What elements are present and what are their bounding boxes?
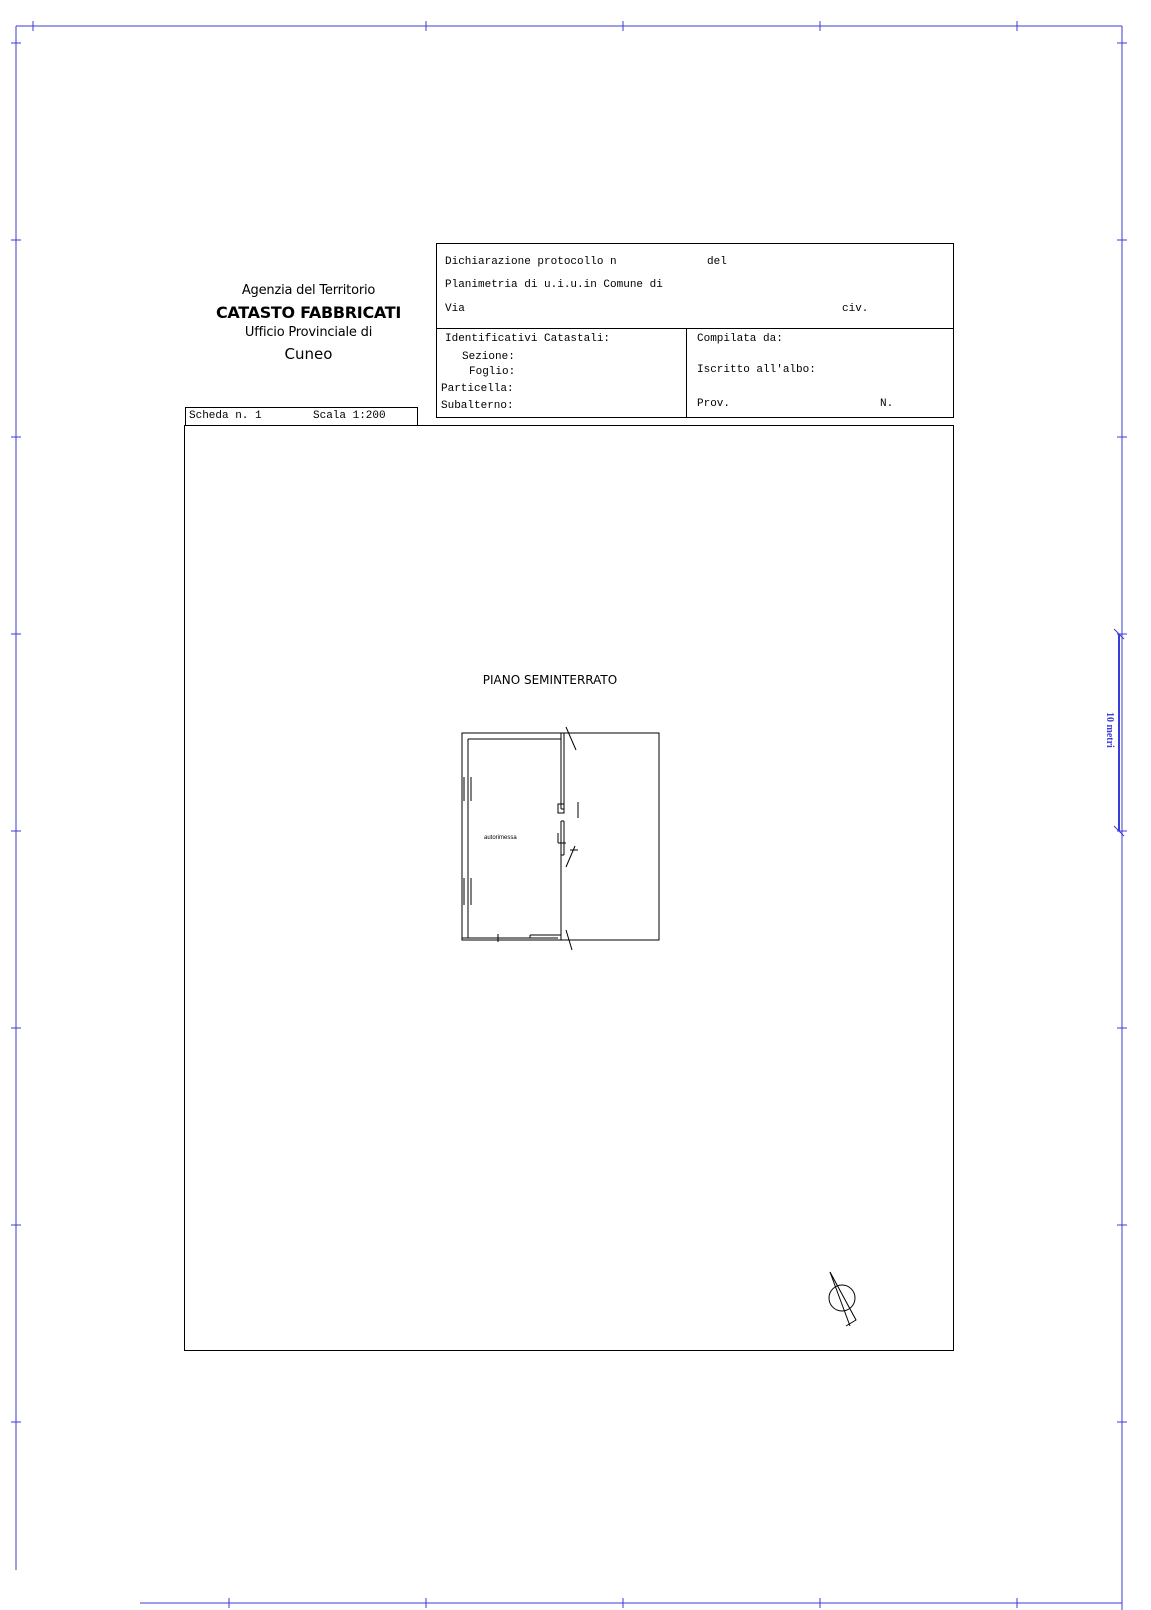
particella-label: Particella:	[441, 383, 514, 395]
scala-label: Scala 1:200	[313, 410, 386, 422]
office-city: Cuneo	[284, 345, 333, 363]
floor-title: PIANO SEMINTERRATO	[482, 673, 618, 687]
del-label: del	[707, 256, 727, 268]
planimetria-label: Planimetria di u.i.u.in Comune di	[445, 279, 663, 291]
compilata-label: Compilata da:	[697, 333, 783, 345]
foglio-label: Foglio:	[469, 366, 516, 378]
protocol-label: Dichiarazione protocollo n	[445, 256, 617, 268]
n-label: N.	[880, 398, 894, 410]
office-name: Ufficio Provinciale di	[244, 325, 373, 340]
agency-name: Agenzia del Territorio	[241, 283, 376, 298]
catasto-title: CATASTO FABBRICATI	[215, 303, 402, 322]
sezione-label: Sezione:	[462, 351, 515, 363]
identificativi-label: Identificativi Catastali:	[445, 333, 611, 345]
scheda-label: Scheda n. 1	[189, 410, 262, 422]
subalterno-label: Subalterno:	[441, 400, 514, 412]
floor-plan	[450, 725, 670, 955]
room-label: autorimessa	[484, 835, 517, 841]
iscritto-label: Iscritto all'albo:	[697, 364, 816, 376]
prov-label: Prov.	[697, 398, 731, 410]
north-arrow-icon	[820, 1268, 870, 1332]
civ-label: civ.	[842, 303, 869, 315]
via-label: Via	[445, 303, 465, 315]
